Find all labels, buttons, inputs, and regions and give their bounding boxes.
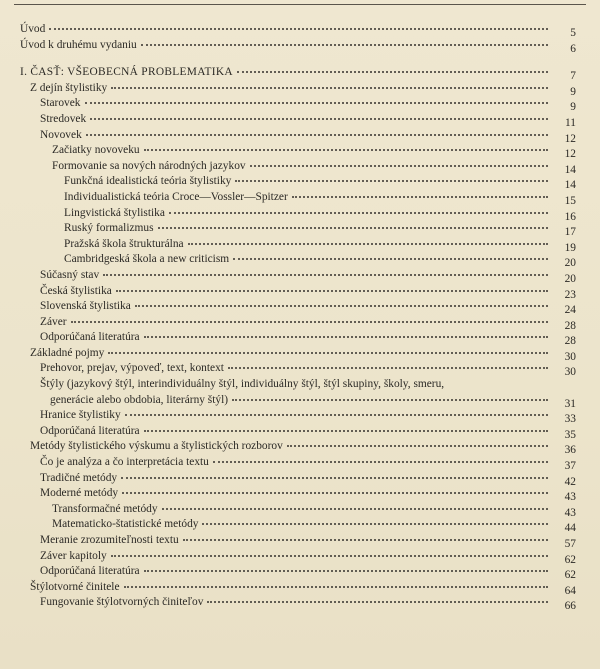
entry-title: Individualistická teória Croce—Vossler—Spitzer bbox=[64, 190, 288, 203]
page-number: 24 bbox=[564, 304, 576, 317]
entry-title: Odporúčaná literatúra bbox=[40, 565, 140, 578]
toc-part-heading[interactable] bbox=[20, 65, 576, 81]
dot-leader bbox=[108, 351, 548, 354]
entry-title: Transformačné metódy bbox=[52, 502, 158, 515]
entry-title: Formovanie sa nových národných jazykov bbox=[52, 159, 246, 172]
page-number: 9 bbox=[570, 85, 576, 98]
toc-entry[interactable] bbox=[20, 330, 576, 346]
entry-title: Odporúčaná literatúra bbox=[40, 331, 140, 344]
toc-entry[interactable] bbox=[20, 377, 576, 408]
toc-entry[interactable] bbox=[20, 112, 576, 128]
entry-title: Matematicko-štatistické metódy bbox=[52, 518, 199, 531]
entry-title: Súčasný stav bbox=[40, 268, 100, 281]
entry-title: Moderné metódy bbox=[40, 487, 119, 500]
dot-leader bbox=[233, 257, 548, 260]
page-number: 7 bbox=[570, 70, 576, 83]
toc-entry[interactable] bbox=[20, 580, 576, 596]
dot-leader bbox=[183, 538, 548, 541]
dot-leader bbox=[287, 444, 548, 447]
page-number: 37 bbox=[564, 460, 576, 473]
entry-title: Začiatky novoveku bbox=[52, 144, 140, 157]
entry-title: Odporúčaná literatúra bbox=[40, 424, 140, 437]
toc-entry[interactable] bbox=[20, 315, 576, 331]
entry-title: I. ČASŤ: VŠEOBECNÁ PROBLEMATIKA bbox=[20, 66, 233, 79]
toc-entry[interactable] bbox=[20, 252, 576, 268]
toc-entry[interactable] bbox=[20, 128, 576, 144]
toc-entry[interactable] bbox=[20, 424, 576, 440]
toc-entry[interactable] bbox=[20, 299, 576, 315]
table-of-contents bbox=[20, 22, 576, 611]
toc-entry[interactable] bbox=[20, 533, 576, 549]
dot-leader bbox=[103, 273, 548, 276]
toc-entry[interactable] bbox=[20, 190, 576, 206]
entry-title: Štýlotvorné činitele bbox=[30, 580, 120, 593]
dot-leader bbox=[116, 289, 548, 292]
dot-leader bbox=[141, 43, 548, 46]
top-rule bbox=[14, 4, 586, 5]
dot-leader bbox=[125, 413, 548, 416]
page-number: 15 bbox=[564, 194, 576, 207]
dot-leader bbox=[111, 86, 548, 89]
dot-leader bbox=[85, 101, 549, 104]
toc-entry[interactable] bbox=[20, 237, 576, 253]
dot-leader bbox=[49, 27, 548, 30]
dot-leader bbox=[90, 117, 548, 120]
entry-title: Cambridgeská škola a new criticism bbox=[64, 253, 230, 266]
dot-leader bbox=[207, 600, 548, 603]
page-number: 5 bbox=[570, 27, 576, 39]
dot-leader bbox=[144, 148, 548, 151]
dot-leader bbox=[158, 226, 548, 229]
dot-leader bbox=[144, 335, 548, 338]
toc-entry[interactable] bbox=[20, 174, 576, 190]
dot-leader bbox=[213, 460, 548, 463]
page-number: 20 bbox=[564, 257, 576, 270]
entry-title: Lingvistická štylistika bbox=[64, 206, 165, 219]
dot-leader bbox=[162, 507, 548, 510]
page-number: 9 bbox=[570, 101, 576, 114]
toc-entry[interactable] bbox=[20, 206, 576, 222]
dot-leader bbox=[250, 164, 548, 167]
page-number: 30 bbox=[564, 366, 576, 379]
dot-leader bbox=[124, 585, 548, 588]
entry-title: Fungovanie štýlotvorných činiteľov bbox=[40, 596, 204, 609]
entry-title: Ruský formalizmus bbox=[64, 222, 154, 235]
toc-entry[interactable] bbox=[20, 346, 576, 362]
dot-leader bbox=[121, 476, 548, 479]
entry-title: Prehovor, prejav, výpoveď, text, kontext bbox=[40, 362, 224, 375]
page-number: 42 bbox=[564, 475, 576, 488]
toc-entry[interactable] bbox=[20, 361, 576, 377]
page-number: 19 bbox=[564, 241, 576, 254]
page-number: 6 bbox=[570, 42, 576, 55]
page-number: 36 bbox=[564, 444, 576, 457]
toc-entry[interactable] bbox=[20, 221, 576, 237]
page-number: 31 bbox=[564, 397, 576, 410]
entry-title: Metódy štylistického výskumu a štylistických rozborov bbox=[30, 440, 283, 453]
toc-entry[interactable] bbox=[20, 439, 576, 455]
dot-leader bbox=[232, 398, 548, 401]
toc-entry[interactable] bbox=[20, 455, 576, 471]
page-number: 20 bbox=[564, 272, 576, 285]
toc-entry[interactable] bbox=[20, 96, 576, 112]
entry-title: Záver bbox=[40, 315, 67, 328]
dot-leader bbox=[228, 366, 548, 369]
dot-leader bbox=[71, 320, 548, 323]
entry-title: Novovek bbox=[40, 128, 82, 141]
page-number: 12 bbox=[564, 132, 576, 145]
dot-leader bbox=[111, 554, 548, 557]
dot-leader bbox=[237, 70, 548, 73]
toc-entry[interactable] bbox=[20, 471, 576, 487]
toc-entry[interactable] bbox=[20, 408, 576, 424]
entry-title: Slovenská štylistika bbox=[40, 300, 131, 313]
page-number: 16 bbox=[564, 210, 576, 223]
entry-title: Záver kapitoly bbox=[40, 549, 107, 562]
dot-leader bbox=[144, 429, 548, 432]
dot-leader bbox=[144, 569, 548, 572]
dot-leader bbox=[202, 522, 548, 525]
page-number: 43 bbox=[564, 506, 576, 519]
toc-entry[interactable] bbox=[20, 268, 576, 284]
page-number: 44 bbox=[564, 522, 576, 535]
entry-title: Stredovek bbox=[40, 112, 87, 125]
dot-leader bbox=[135, 304, 548, 307]
entry-title: Úvod bbox=[20, 23, 46, 35]
dot-leader bbox=[292, 195, 548, 198]
entry-title-line1: Štýly (jazykový štýl, interindividuálny štýl, individuálny štýl, štýl skupiny, školy, smeru, bbox=[40, 378, 445, 391]
page-number: 30 bbox=[564, 350, 576, 363]
dot-leader bbox=[169, 211, 548, 214]
page-number: 12 bbox=[564, 148, 576, 161]
page-number: 33 bbox=[564, 413, 576, 426]
entry-title: Čo je analýza a čo interpretácia textu bbox=[40, 456, 209, 469]
toc-entry[interactable] bbox=[20, 143, 576, 159]
page-number: 62 bbox=[564, 553, 576, 566]
page-number: 62 bbox=[564, 569, 576, 582]
entry-title-line2: generácie alebo obdobia, literárny štýl) bbox=[50, 393, 229, 406]
dot-leader bbox=[235, 179, 548, 182]
page-number: 28 bbox=[564, 319, 576, 332]
toc-entry[interactable] bbox=[20, 22, 576, 38]
toc-entry[interactable] bbox=[20, 595, 576, 611]
page-number: 66 bbox=[564, 600, 576, 613]
toc-entry[interactable] bbox=[20, 486, 576, 502]
page-number: 14 bbox=[564, 163, 576, 176]
entry-title: Základné pojmy bbox=[30, 346, 105, 359]
page-number: 35 bbox=[564, 428, 576, 441]
dot-leader bbox=[188, 242, 548, 245]
entry-title: Funkčná idealistická teória štylistiky bbox=[64, 175, 232, 188]
entry-title: Meranie zrozumiteľnosti textu bbox=[40, 534, 179, 546]
entry-title: Z dejín štylistiky bbox=[30, 81, 108, 94]
page-number: 28 bbox=[564, 335, 576, 348]
toc-entry[interactable] bbox=[20, 564, 576, 580]
entry-title: Úvod k druhému vydaniu bbox=[20, 38, 137, 51]
toc-entry[interactable] bbox=[20, 284, 576, 300]
page-number: 43 bbox=[564, 491, 576, 504]
page-number: 64 bbox=[564, 584, 576, 597]
entry-title: Tradičné metódy bbox=[40, 471, 118, 484]
dot-leader bbox=[122, 491, 548, 494]
page-number: 11 bbox=[565, 116, 576, 129]
page-number: 17 bbox=[564, 226, 576, 239]
entry-title: Česká štylistika bbox=[40, 284, 112, 297]
toc-entry[interactable] bbox=[20, 517, 576, 533]
dot-leader bbox=[86, 133, 548, 136]
entry-title: Starovek bbox=[40, 97, 81, 110]
page-number: 14 bbox=[564, 179, 576, 192]
toc-entry[interactable] bbox=[20, 159, 576, 175]
toc-entry[interactable] bbox=[20, 549, 576, 565]
page-number: 57 bbox=[564, 538, 576, 550]
entry-title: Pražská škola štrukturálna bbox=[64, 237, 184, 250]
toc-entry[interactable] bbox=[20, 81, 576, 97]
toc-entry[interactable] bbox=[20, 502, 576, 518]
page-number: 23 bbox=[564, 288, 576, 301]
toc-entry[interactable] bbox=[20, 38, 576, 54]
entry-title: Hranice štylistiky bbox=[40, 409, 121, 422]
